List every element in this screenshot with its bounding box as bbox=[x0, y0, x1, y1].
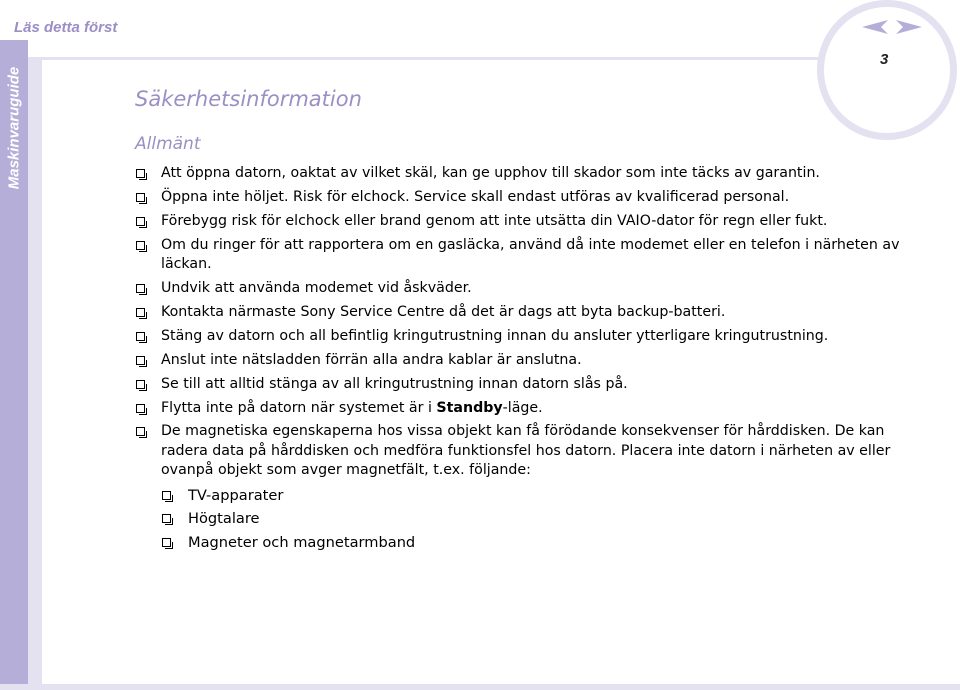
list-item bbox=[135, 188, 935, 208]
list-item bbox=[135, 303, 935, 323]
checkbox-bullet-icon bbox=[162, 538, 171, 547]
magnetic-objects-list bbox=[161, 486, 935, 553]
sub-list-item bbox=[161, 533, 935, 553]
list-item-text: Kontakta närmaste Sony Service Centre då det är dags att byta backup-batteri. bbox=[161, 303, 726, 320]
arrow-right-icon[interactable] bbox=[896, 19, 922, 35]
checkbox-bullet-icon bbox=[136, 404, 145, 413]
sub-list-item-text: TV-apparater bbox=[188, 486, 284, 504]
checkbox-bullet-icon bbox=[162, 491, 171, 500]
list-item-text: Öppna inte höljet. Risk för elchock. Service skall endast utföras av kvalificerad personal. bbox=[161, 188, 790, 205]
standby-term: Standby bbox=[436, 399, 503, 416]
list-item-magnetic bbox=[135, 422, 935, 552]
standby-text-before: Flytta inte på datorn när systemet är i bbox=[161, 399, 437, 416]
list-item bbox=[135, 351, 935, 371]
page-number: 3 bbox=[880, 51, 889, 68]
list-item-text: Undvik att använda modemet vid åskväder. bbox=[161, 280, 472, 297]
sidebar-label: Maskinvaruguide bbox=[5, 66, 23, 190]
sub-list-item bbox=[161, 486, 935, 506]
list-item bbox=[135, 375, 935, 395]
checkbox-bullet-icon bbox=[162, 514, 171, 523]
checkbox-bullet-icon bbox=[136, 193, 145, 202]
magnetic-warning-text: De magnetiska egenskaperna hos vissa objekt kan få förödande konsekvenser för hårddisken. De kan radera data på hårddisken och medföra funktionsfel hos datorn. Placera inte datorn i närheten av eller ovanpå objekt som avger magnetfält, t.ex. följande: bbox=[161, 423, 891, 479]
list-item bbox=[135, 327, 935, 347]
checkbox-bullet-icon bbox=[136, 217, 145, 226]
list-item-standby bbox=[135, 399, 935, 419]
sub-list-item-text: Magneter och magnetarmband bbox=[188, 533, 416, 551]
checkbox-bullet-icon bbox=[136, 284, 145, 293]
list-item-text: Stäng av datorn och all befintlig kringutrustning innan du ansluter ytterligare kringutrustning. bbox=[161, 327, 829, 344]
page-title: Säkerhetsinformation bbox=[135, 87, 362, 111]
list-item-text: Anslut inte nätsladden förrän alla andra kablar är anslutna. bbox=[161, 351, 582, 368]
list-item-text: Om du ringer för att rapportera om en gasläcka, använd då inte modemet eller en telefon i närheten av läckan. bbox=[161, 236, 900, 273]
list-item bbox=[135, 212, 935, 232]
list-item bbox=[135, 236, 935, 275]
sub-list-item bbox=[161, 509, 935, 529]
standby-text-after: -läge. bbox=[502, 399, 543, 416]
safety-list bbox=[135, 164, 935, 557]
checkbox-bullet-icon bbox=[136, 380, 145, 389]
sidebar-inner-bar bbox=[28, 60, 42, 685]
checkbox-bullet-icon bbox=[136, 427, 145, 436]
page-navigation bbox=[862, 19, 922, 35]
checkbox-bullet-icon bbox=[136, 308, 145, 317]
section-title: Allmänt bbox=[135, 134, 201, 154]
document-header-title: Läs detta först bbox=[14, 19, 118, 36]
arrow-left-icon[interactable] bbox=[862, 19, 888, 35]
sub-list-item-text: Högtalare bbox=[188, 510, 260, 528]
list-item-text: Förebygg risk för elchock eller brand genom att inte utsätta din VAIO-dator för regn eller fukt. bbox=[161, 212, 828, 229]
top-divider bbox=[28, 57, 828, 60]
checkbox-bullet-icon bbox=[136, 356, 145, 365]
list-item bbox=[135, 164, 935, 184]
list-item-text: Se till att alltid stänga av all kringutrustning innan datorn slås på. bbox=[161, 375, 628, 392]
checkbox-bullet-icon bbox=[136, 332, 145, 341]
checkbox-bullet-icon bbox=[136, 169, 145, 178]
checkbox-bullet-icon bbox=[136, 241, 145, 250]
list-item-text: Att öppna datorn, oaktat av vilket skäl, kan ge upphov till skador som inte täcks av garantin. bbox=[161, 165, 820, 181]
bottom-divider bbox=[0, 684, 960, 690]
list-item bbox=[135, 279, 935, 299]
